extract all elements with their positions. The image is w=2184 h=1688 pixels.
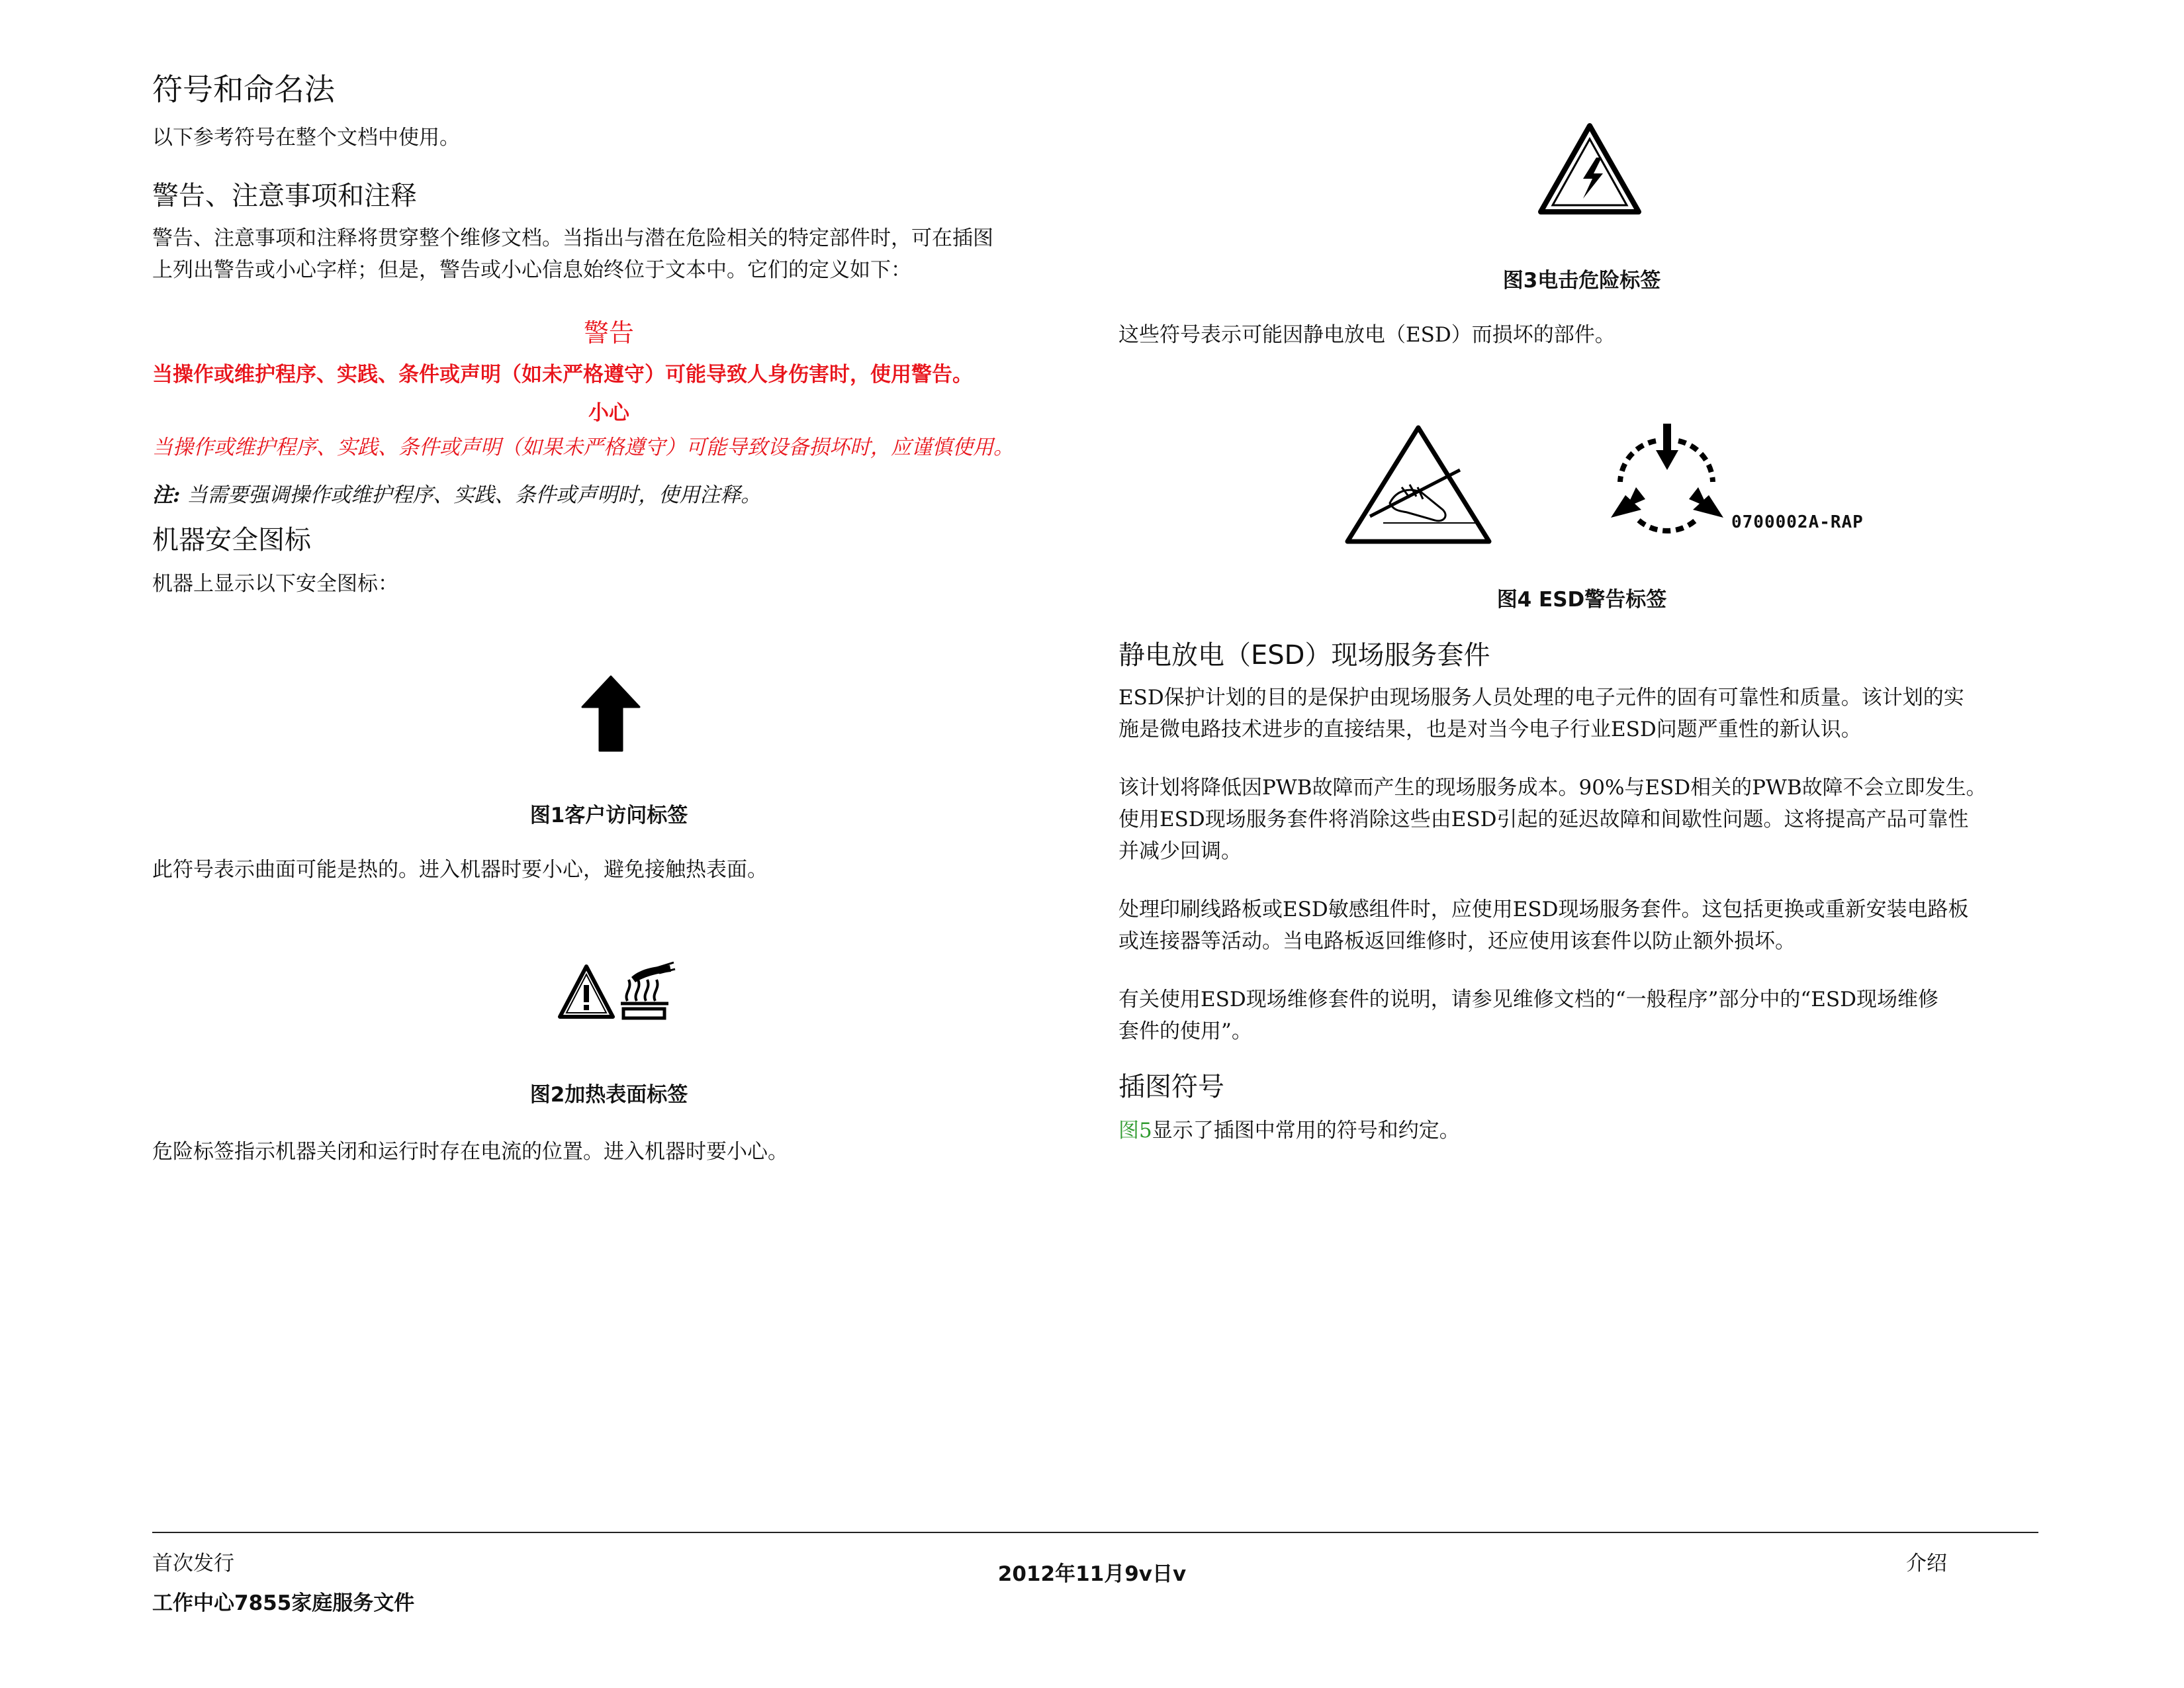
warning-title: 警告 xyxy=(583,318,634,348)
hot-surface-warning-icon xyxy=(557,961,676,1022)
esd-p4-line2: 套件的使用”。 xyxy=(1118,1019,1252,1043)
electric-shock-warning-icon xyxy=(1537,122,1643,216)
esd-p1-line2: 施是微电路技术进步的直接结果，也是对当今电子行业ESD问题严重性的新认识。 xyxy=(1118,718,1862,741)
footer-section-name: 介绍 xyxy=(1906,1552,1947,1575)
esd-p1-line1: ESD保护计划的目的是保护由现场服务人员处理的电子元件的固有可靠性和质量。该计划的实 xyxy=(1118,686,1964,710)
section-heading-esd-kit: 静电放电（ESD）现场服务套件 xyxy=(1118,640,1490,671)
page-title: 符号和命名法 xyxy=(152,71,335,107)
fig4-code-label: 0700002A-RAP xyxy=(1731,512,1864,532)
esd-p4-line1: 有关使用ESD现场维修套件的说明，请参见维修文档的“一般程序”部分中的“ESD现场维修 xyxy=(1118,988,1938,1011)
figure5-link[interactable]: 图5 xyxy=(1118,1119,1152,1143)
fig3-caption: 图3电击危险标签 xyxy=(1502,269,1661,293)
warnings-desc-line1: 警告、注意事项和注释将贯穿整个维修文档。当指出与潜在危险相关的特定部件时，可在插图 xyxy=(152,226,993,250)
warning-text: 当操作或维护程序、实践、条件或声明（如未严格遵守）可能导致人身伤害时，使用警告。 xyxy=(152,363,973,387)
fig1-description: 此符号表示曲面可能是热的。进入机器时要小心，避免接触热表面。 xyxy=(152,858,768,882)
section-heading-warnings: 警告、注意事项和注释 xyxy=(152,181,417,211)
safety-icons-intro: 机器上显示以下安全图标： xyxy=(152,572,398,596)
note-block xyxy=(152,478,761,508)
esd-triangle-icon xyxy=(1343,424,1493,545)
fig2-description: 危险标签指示机器关闭和运行时存在电流的位置。进入机器时要小心。 xyxy=(152,1140,788,1164)
caution-text: 当操作或维护程序、实践、条件或声明（如果未严格遵守）可能导致设备损坏时，应谨慎使用。 xyxy=(152,436,1014,459)
esd-p2-line1: 该计划将降低因PWB故障而产生的现场服务成本。90%与ESD相关的PWB故障不会立即发生。 xyxy=(1118,776,1987,800)
fig4-caption: 图4 ESD警告标签 xyxy=(1496,588,1667,612)
note-label: 注: xyxy=(152,483,181,507)
section-heading-safety-icons: 机器安全图标 xyxy=(152,525,311,555)
esd-p2-line2: 使用ESD现场服务套件将消除这些由ESD引起的延迟故障和间歇性问题。这将提高产品可靠性 xyxy=(1118,808,1969,831)
up-arrow-icon xyxy=(581,675,641,752)
caution-title: 小心 xyxy=(588,401,629,425)
esd-p2-line3: 并减少回调。 xyxy=(1118,839,1242,863)
footer-doc-title: 工作中心7855家庭服务文件 xyxy=(152,1591,415,1615)
intro-text: 以下参考符号在整个文档中使用。 xyxy=(152,126,460,150)
section-heading-illustration-symbols: 插图符号 xyxy=(1118,1072,1224,1102)
illustration-symbols-text xyxy=(1118,1115,1460,1147)
esd-p3-line2: 或连接器等活动。当电路板返回维修时，还应使用该套件以防止额外损坏。 xyxy=(1118,929,1796,953)
fig1-caption: 图1客户访问标签 xyxy=(529,804,688,827)
fig2-caption: 图2加热表面标签 xyxy=(529,1083,688,1107)
esd-intro-text: 这些符号表示可能因静电放电（ESD）而损坏的部件。 xyxy=(1118,323,1615,347)
illustration-symbols-desc: 显示了插图中常用的符号和约定。 xyxy=(1152,1119,1460,1143)
esd-p3-line1: 处理印刷线路板或ESD敏感组件时，应使用ESD现场服务套件。这包括更换或重新安装电路板 xyxy=(1118,898,1969,921)
footer-date: 2012年11月9v日v xyxy=(997,1562,1187,1586)
warnings-desc-line2: 上列出警告或小心字样；但是，警告或小心信息始终位于文本中。它们的定义如下： xyxy=(152,258,911,282)
note-text: 当需要强调操作或维护程序、实践、条件或声明时，使用注释。 xyxy=(187,483,762,507)
footer-divider xyxy=(152,1532,2038,1533)
esd-circle-icon xyxy=(1608,421,1726,545)
footer-first-issue: 首次发行 xyxy=(152,1552,234,1575)
